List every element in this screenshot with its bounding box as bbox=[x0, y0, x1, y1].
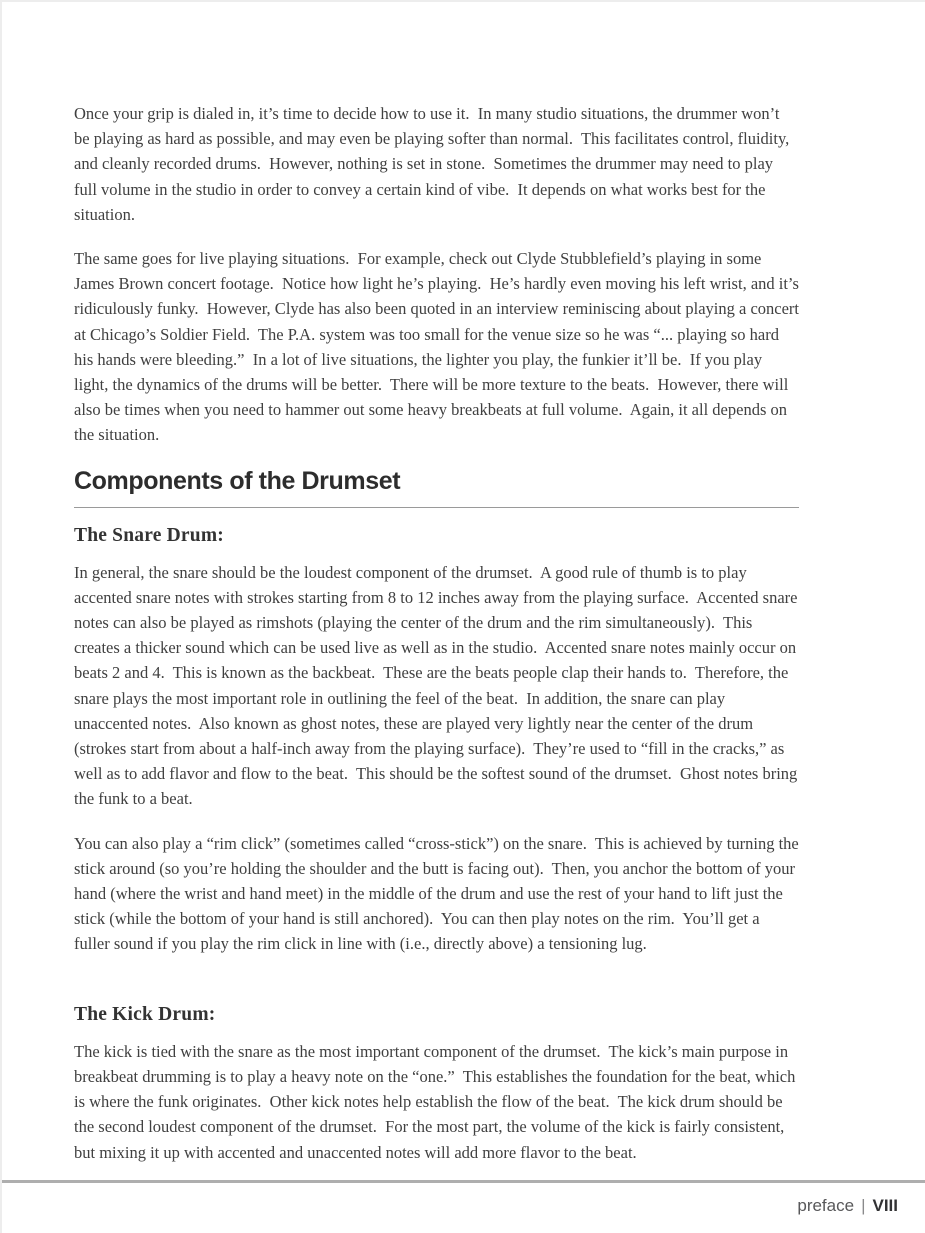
footer-pagination bbox=[2, 1183, 925, 1216]
paragraph-snare-overview: In general, the snare should be the loudest component of the drumset. A good rule of thumb is to play accented snare notes with strokes starting from 8 to 12 inches away from the playing surface. Accented snare notes can also be played as rimshots (playing the center of the drum and the rim simultaneously). This creates a thicker sound which can be used live as well as in the studio. Accented snare notes mainly occur on beats 2 and 4. This is known as the backbeat. These are the beats people clap their hands to. Therefore, the snare plays the most important role in outlining the feel of the beat. In addition, the snare can play unaccented notes. Also known as ghost notes, these are played very lightly near the center of the drum (strokes start from about a half-inch away from the playing surface). They’re used to “fill in the cracks,” as well as to add flavor and flow to the beat. This should be the softest sound of the drumset. Ghost notes bring the funk to a beat. bbox=[74, 562, 802, 809]
footer-section-label: preface bbox=[797, 1196, 855, 1215]
subsection-heading-snare-drum: The Snare Drum: bbox=[74, 524, 224, 546]
subsection-heading-kick-drum: The Kick Drum: bbox=[74, 1003, 216, 1025]
paragraph-grip-usage: Once your grip is dialed in, it’s time to decide how to use it. In many studio situations, the drummer won’t be playing as hard as possible, and may even be playing softer than normal. This facilitates control, fluidity, and cleanly recorded drums. However, nothing is set in stone. Sometimes the drummer may need to play full volume in the studio in order to convey a certain kind of vibe. It depends on what works best for the situation. bbox=[74, 104, 794, 224]
paragraph-kick-overview: The kick is tied with the snare as the most important component of the drumset. The kick’s main purpose in breakbeat drumming is to play a heavy note on the “one.” This establishes the foundation for the beat, which is where the funk originates. Other kick notes help establish the flow of the beat. The kick drum should be the second loudest component of the drumset. For the most part, the volume of the kick is fairly consistent, but mixing it up with accented and unaccented notes will add more flavor to the beat. bbox=[74, 1041, 800, 1162]
section-title-components-of-the-drumset: Components of the Drumset bbox=[74, 467, 799, 508]
footer-separator: | bbox=[861, 1196, 866, 1215]
page-footer bbox=[2, 1180, 925, 1233]
footer-page-number: VIII bbox=[872, 1196, 898, 1215]
paragraph-live-playing: The same goes for live playing situations. For example, check out Clyde Stubblefield’s playing in some James Brown concert footage. Notice how light he’s playing. He’s hardly even moving his left wrist, and it’s ridiculously funky. However, Clyde has also been quoted in an interview reminiscing about playing a concert at Chicago’s Soldier Field. The P.A. system was too small for the venue size so he was “... playing so hard his hands were bleeding.” In a lot of live situations, the lighter you play, the funkier it’ll be. If you play light, the dynamics of the drums will be better. There will be more texture to the beats. However, there will also be times when you need to hammer out some heavy breakbeats at full volume. Again, it all depends on the situation. bbox=[74, 249, 804, 445]
page-content bbox=[74, 2, 804, 1184]
paragraph-rim-click: You can also play a “rim click” (sometimes called “cross-stick”) on the snare. This is achieved by turning the stick around (so you’re holding the shoulder and the butt is facing out). Then, you anchor the bottom of your hand (where the wrist and hand meet) in the middle of the drum and use the rest of your hand to lift just the stick (while the bottom of your hand is still anchored). You can then play notes on the rim. You’ll get a fuller sound if you play the rim click in line with (i.e., directly above) a tensioning lug. bbox=[74, 833, 803, 954]
